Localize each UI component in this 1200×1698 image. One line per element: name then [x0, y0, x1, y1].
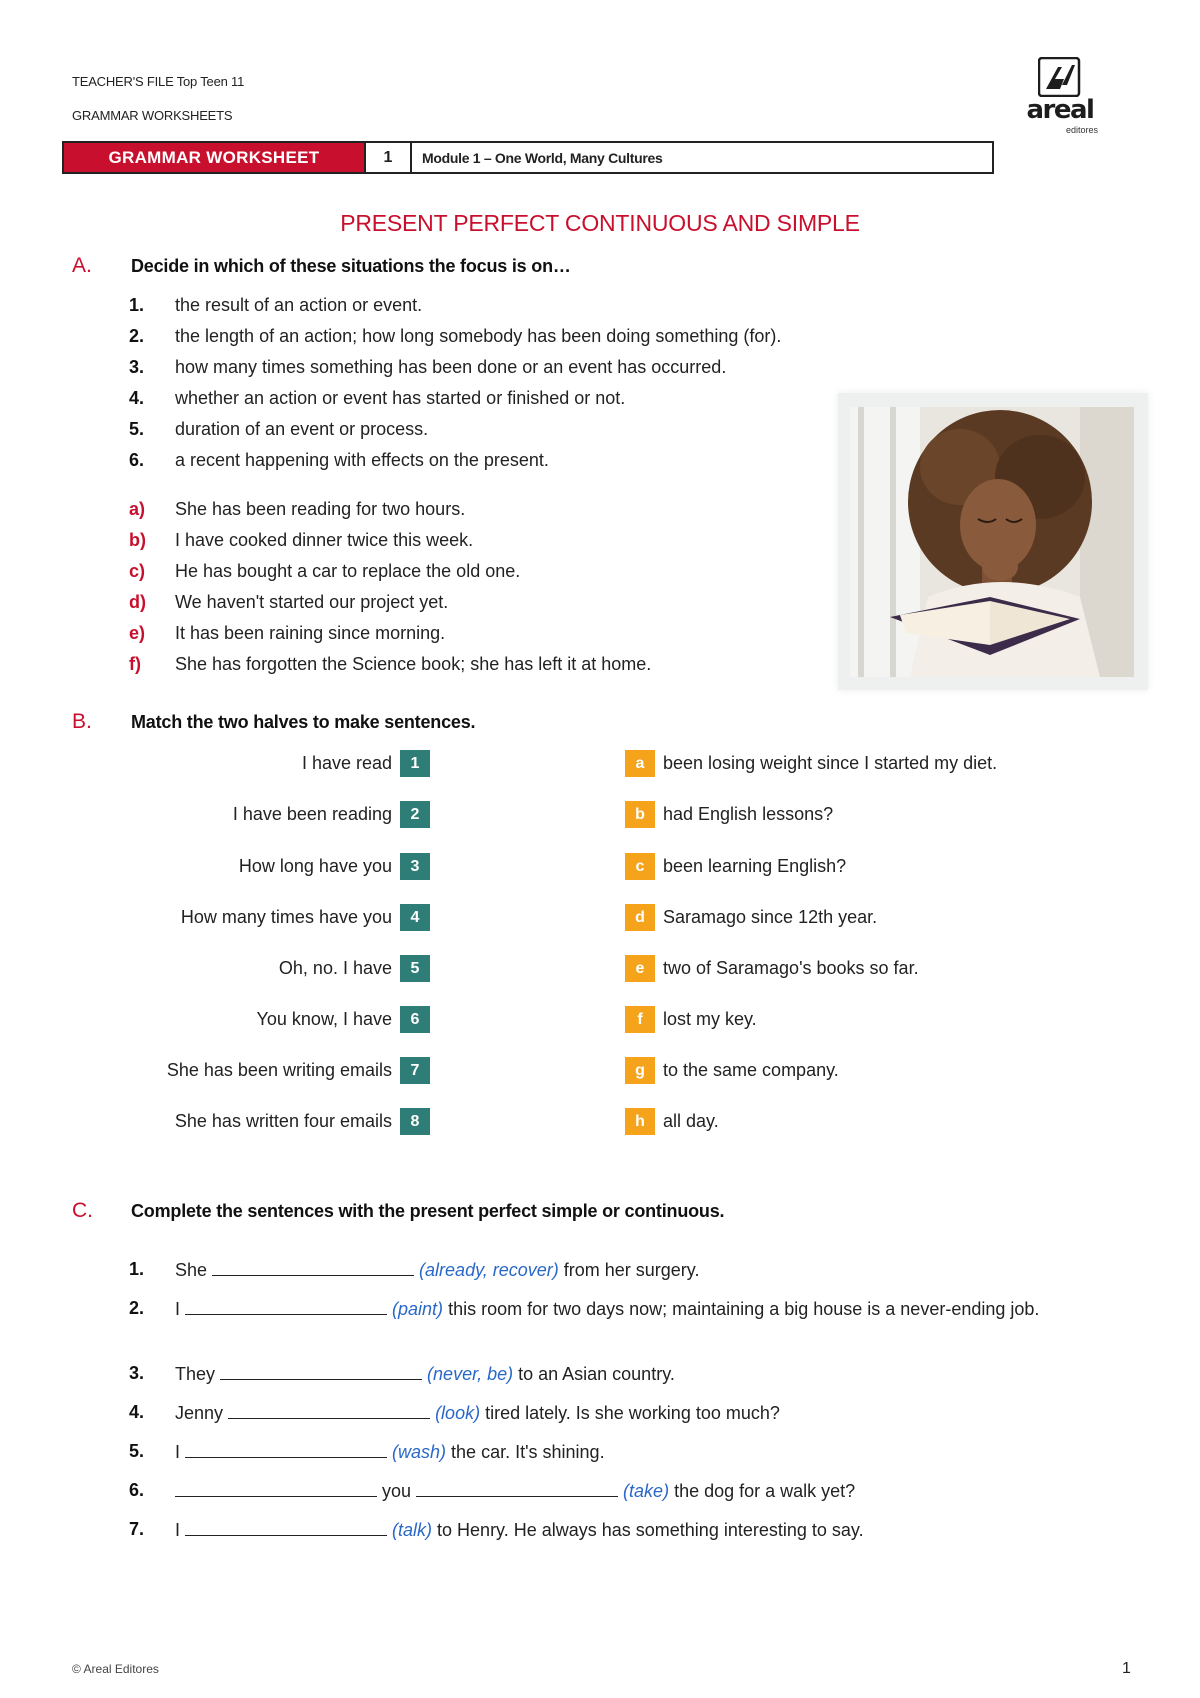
verb-hint: (wash) [392, 1442, 447, 1462]
areal-logo-word: areal [1026, 95, 1094, 125]
item-text: a recent happening with effects on the present. [175, 450, 549, 470]
header-grammar-worksheets: GRAMMAR WORKSHEETS [72, 108, 233, 123]
sentence-end: the dog for a walk yet? [669, 1481, 856, 1501]
section-b-letter: B. [72, 710, 92, 733]
match-right-text: lost my key. [663, 1009, 757, 1029]
sentence-start: I [175, 1299, 186, 1319]
answer-blank[interactable] [185, 1517, 387, 1536]
sentence-end: this room for two days now; maintaining a big house is a never-ending job. [443, 1299, 1040, 1319]
section-c-item [0, 1296, 1115, 1321]
sentence-end: to Henry. He always has something interesting to say. [432, 1520, 864, 1540]
match-right-text: to the same company. [663, 1060, 839, 1080]
answer-blank[interactable] [228, 1400, 430, 1419]
example-letter: a) [129, 499, 146, 519]
worksheet-bar [62, 141, 994, 174]
areal-logo-icon [1038, 57, 1082, 97]
example-letter: e) [129, 623, 146, 643]
item-number: 5. [129, 419, 145, 439]
match-right-text: had English lessons? [663, 804, 834, 824]
match-left-text: She has written four emails [174, 1111, 392, 1131]
section-c-item [0, 1517, 1115, 1542]
example-letter: f) [129, 654, 141, 674]
sentence-start: She [175, 1260, 213, 1280]
areal-logo-sub: editores [1065, 125, 1098, 135]
answer-blank[interactable] [185, 1296, 387, 1315]
match-number-badge: 5 [400, 955, 430, 982]
sentence-end: tired lately. Is she working too much? [480, 1403, 780, 1423]
photo-frame [838, 393, 1148, 690]
section-a-heading: Decide in which of these situations the focus is on… [131, 256, 571, 276]
sentence-end: from her surgery. [558, 1260, 700, 1280]
example-letter: b) [129, 530, 146, 550]
verb-hint: (paint) [392, 1299, 444, 1319]
item-number: 7. [129, 1519, 145, 1539]
item-number: 3. [129, 1363, 145, 1383]
match-left-text: I have been reading [232, 804, 392, 824]
verb-hint: (take) [623, 1481, 670, 1501]
section-c-item [0, 1361, 1115, 1386]
section-c-item [0, 1478, 1115, 1503]
sentence-start: They [175, 1364, 221, 1384]
answer-blank[interactable] [175, 1478, 377, 1497]
section-c-item [0, 1439, 1115, 1464]
verb-hint: (already, recover) [419, 1260, 559, 1280]
match-left-text: She has been writing emails [166, 1060, 392, 1080]
match-number-badge: 3 [400, 853, 430, 880]
item-number: 2. [129, 326, 145, 346]
match-letter-badge: c [625, 853, 655, 880]
match-number-badge: 6 [400, 1006, 430, 1033]
item-text: how many times something has been done or an event has occurred. [175, 357, 727, 377]
section-c-heading: Complete the sentences with the present perfect simple or continuous. [131, 1201, 725, 1221]
example-text: It has been raining since morning. [175, 623, 446, 643]
item-number: 4. [129, 388, 145, 408]
verb-hint: (talk) [392, 1520, 433, 1540]
item-number: 1. [129, 295, 145, 315]
sentence-end: to an Asian country. [513, 1364, 675, 1384]
sentence-start: I [175, 1442, 186, 1462]
match-left-text: Oh, no. I have [278, 958, 392, 978]
sentence-middle: you [377, 1481, 417, 1501]
section-a-letter: A. [72, 254, 92, 277]
match-left-text: I have read [301, 753, 392, 773]
section-c-letter: C. [72, 1199, 93, 1222]
match-right-text: all day. [663, 1111, 719, 1131]
match-left-text: You know, I have [256, 1009, 392, 1029]
match-left-text: How long have you [238, 856, 392, 876]
section-c-item [0, 1400, 1115, 1425]
header-teachers-file: TEACHER'S FILE Top Teen 11 [72, 74, 245, 89]
match-number-badge: 1 [400, 750, 430, 777]
match-letter-badge: g [625, 1057, 655, 1084]
answer-blank[interactable] [185, 1439, 387, 1458]
item-number: 2. [129, 1298, 145, 1318]
section-a-item [0, 325, 1095, 347]
item-number: 3. [129, 357, 145, 377]
example-text: I have cooked dinner twice this week. [175, 530, 474, 550]
reading-woman-photo [850, 407, 1134, 677]
match-letter-badge: f [625, 1006, 655, 1033]
match-number-badge: 4 [400, 904, 430, 931]
sentence-start: I [175, 1520, 186, 1540]
item-number: 4. [129, 1402, 145, 1422]
worksheet-number: 1 [364, 143, 412, 172]
example-letter: d) [129, 592, 146, 612]
item-text: whether an action or event has started or finished or not. [175, 388, 626, 408]
match-right-text: Saramago since 12th year. [663, 907, 878, 927]
match-letter-badge: d [625, 904, 655, 931]
sentence-end: the car. It's shining. [446, 1442, 605, 1462]
example-text: She has forgotten the Science book; she has left it at home. [175, 654, 652, 674]
worksheet-label: GRAMMAR WORKSHEET [64, 143, 364, 172]
match-right-text: two of Saramago's books so far. [663, 958, 919, 978]
match-left-text: How many times have you [180, 907, 392, 927]
page-number: 1 [1122, 1660, 1131, 1677]
item-number: 6. [129, 1480, 145, 1500]
page-title: PRESENT PERFECT CONTINUOUS AND SIMPLE [340, 210, 860, 236]
section-a-item [0, 294, 1095, 316]
item-text: the result of an action or event. [175, 295, 423, 315]
match-number-badge: 7 [400, 1057, 430, 1084]
verb-hint: (never, be) [427, 1364, 514, 1384]
match-number-badge: 8 [400, 1108, 430, 1135]
answer-blank[interactable] [416, 1478, 618, 1497]
section-c-item [0, 1257, 1115, 1282]
match-right-text: been losing weight since I started my diet. [663, 753, 998, 773]
match-number-badge: 2 [400, 801, 430, 828]
example-text: He has bought a car to replace the old one. [175, 561, 521, 581]
example-letter: c) [129, 561, 146, 581]
match-letter-badge: b [625, 801, 655, 828]
match-right-text: been learning English? [663, 856, 847, 876]
areal-logo [1018, 55, 1102, 139]
worksheet-module: Module 1 – One World, Many Cultures [422, 149, 663, 166]
item-number: 5. [129, 1441, 145, 1461]
item-number: 6. [129, 450, 145, 470]
match-letter-badge: a [625, 750, 655, 777]
verb-hint: (look) [435, 1403, 481, 1423]
match-letter-badge: h [625, 1108, 655, 1135]
item-text: the length of an action; how long somebody has been doing something (for). [175, 326, 782, 346]
answer-blank[interactable] [212, 1257, 414, 1276]
section-b-heading: Match the two halves to make sentences. [131, 712, 476, 732]
example-text: We haven't started our project yet. [175, 592, 449, 612]
item-number: 1. [129, 1259, 145, 1279]
section-a-item [0, 356, 1095, 378]
example-text: She has been reading for two hours. [175, 499, 466, 519]
footer-copyright: © Areal Editores [72, 1662, 159, 1676]
item-text: duration of an event or process. [175, 419, 429, 439]
match-letter-badge: e [625, 955, 655, 982]
sentence-start: Jenny [175, 1403, 229, 1423]
answer-blank[interactable] [220, 1361, 422, 1380]
